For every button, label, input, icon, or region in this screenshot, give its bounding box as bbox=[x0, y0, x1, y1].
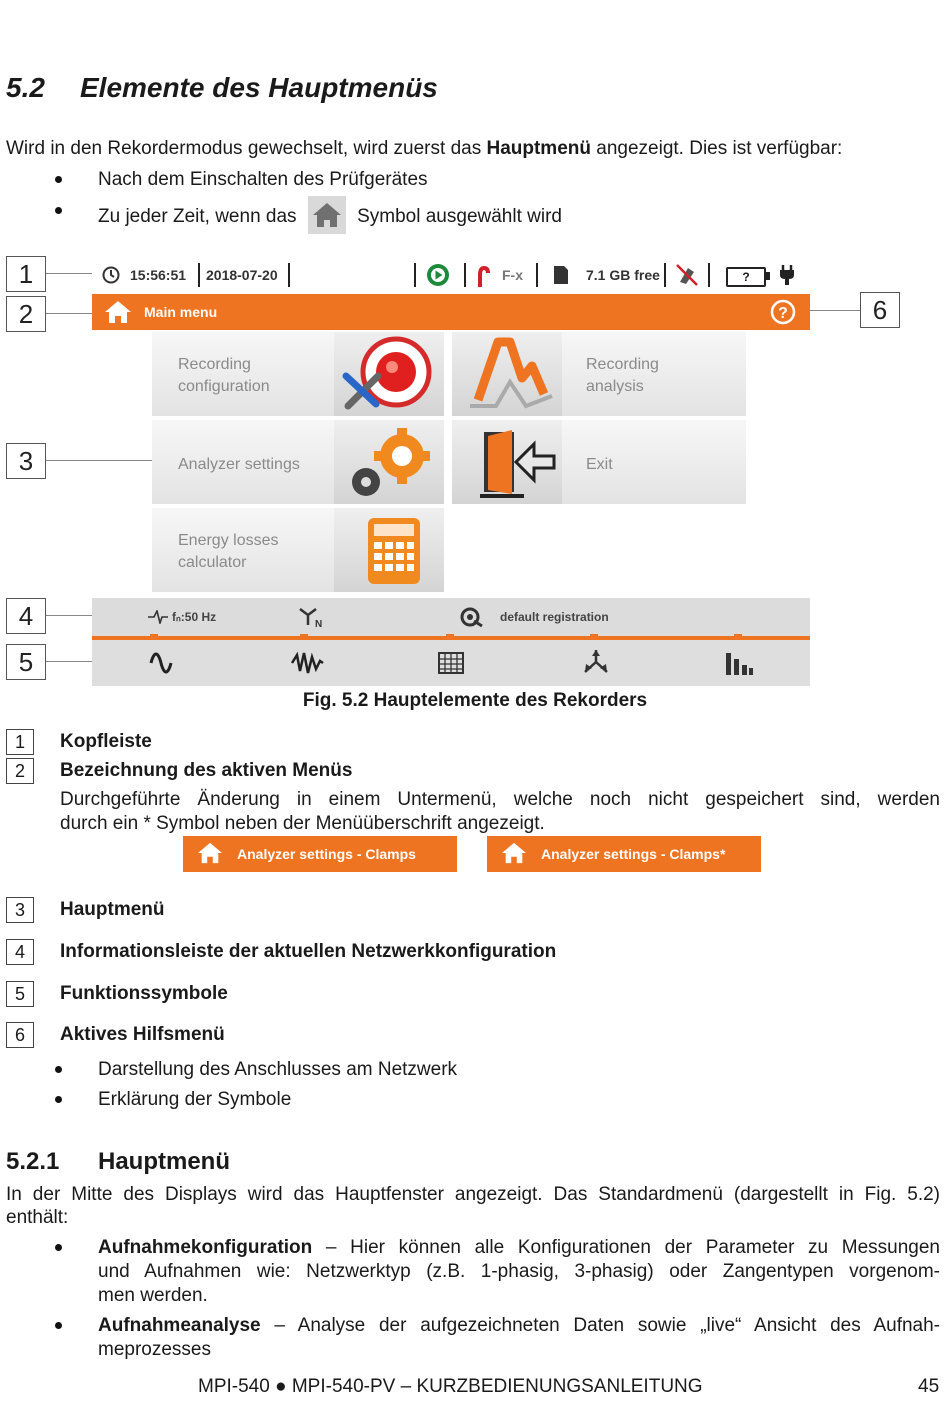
sub-bullet-2-line1 bbox=[98, 1314, 940, 1338]
callout-5: 5 bbox=[6, 644, 46, 680]
tile-analyzer-settings[interactable] bbox=[152, 420, 444, 504]
clock-icon bbox=[102, 266, 120, 284]
page-number: 45 bbox=[918, 1376, 940, 1397]
calculator-icon bbox=[364, 516, 424, 586]
intro-paragraph bbox=[6, 137, 842, 161]
subsection-number: 5.2.1 bbox=[6, 1148, 60, 1175]
legend-number: 5 bbox=[6, 981, 34, 1007]
status-storage: 7.1 GB free bbox=[586, 267, 660, 283]
callout-4: 4 bbox=[6, 598, 46, 634]
bullet bbox=[55, 176, 62, 183]
function-bar bbox=[92, 640, 810, 686]
separator bbox=[536, 263, 538, 287]
tile-label: Exit bbox=[586, 456, 613, 473]
subsection-heading bbox=[6, 1148, 230, 1176]
section-title: Elemente des Hauptmenüs bbox=[80, 72, 438, 103]
bullet-bold: Aufnahmeanalyse bbox=[98, 1315, 261, 1336]
table-grid-icon[interactable] bbox=[438, 652, 464, 674]
legend-text: Funktionssymbole bbox=[60, 983, 228, 1004]
title-bar-text: Main menu bbox=[144, 304, 218, 320]
bullet-text: Symbol ausgewählt wird bbox=[357, 206, 562, 228]
legend-text: Bezeichnung des aktiven Menüs bbox=[60, 760, 353, 781]
intro-text-end: angezeigt. Dies ist verfügbar: bbox=[590, 138, 843, 159]
legend-number: 1 bbox=[6, 729, 34, 755]
legend-text: Aktives Hilfsmenü bbox=[60, 1024, 225, 1045]
tile-exit[interactable] bbox=[452, 420, 746, 504]
status-bar bbox=[92, 258, 810, 292]
main-menu-title-bar bbox=[92, 294, 810, 330]
settings-gears-icon bbox=[342, 424, 438, 500]
tile-label-line: Energy losses bbox=[178, 532, 279, 549]
tile-energy-losses-calculator[interactable] bbox=[152, 508, 444, 592]
subsection-title: Hauptmenü bbox=[98, 1148, 230, 1175]
info-registration: default registration bbox=[500, 610, 609, 624]
separator bbox=[414, 263, 416, 287]
legend-number: 6 bbox=[6, 1022, 34, 1048]
intro-bullet-2 bbox=[98, 198, 562, 236]
network-type-icon bbox=[296, 605, 326, 629]
separator bbox=[664, 263, 666, 287]
phasor-diagram-icon[interactable] bbox=[582, 648, 610, 676]
figure-caption: Fig. 5.2 Hauptelemente des Rekorders bbox=[302, 690, 648, 711]
harmonics-wave-icon[interactable] bbox=[290, 651, 324, 675]
callout-2: 2 bbox=[6, 296, 46, 332]
item6-bullet-1: Darstellung des Anschlusses am Netzwerk bbox=[98, 1059, 458, 1080]
legend-number: 4 bbox=[6, 939, 34, 965]
home-icon bbox=[197, 841, 223, 865]
sub-para-line1: In der Mitte des Displays wird das Hauptfenster angezeigt. Das Standardmenü (dargestellt in Fig. 5.2) bbox=[6, 1184, 940, 1205]
analysis-wave-icon bbox=[466, 336, 556, 412]
bullet bbox=[55, 1322, 62, 1329]
example-title-unsaved-off bbox=[183, 836, 457, 872]
tile-label-line: configuration bbox=[178, 378, 270, 395]
sub-bullet-1-line1 bbox=[98, 1236, 940, 1260]
home-icon bbox=[308, 196, 346, 234]
bullet bbox=[55, 207, 62, 214]
help-icon[interactable] bbox=[770, 299, 796, 325]
recording-target-icon bbox=[338, 336, 438, 412]
footer-text: MPI-540 ● MPI-540-PV – KURZBEDIENUNGSANLEITUNG bbox=[198, 1376, 703, 1397]
tile-label-line: Recording bbox=[586, 356, 659, 373]
recording-play-icon bbox=[426, 263, 450, 287]
battery-tip bbox=[766, 272, 770, 280]
legend-text: Informationsleiste der aktuellen Netzwerkkonfiguration bbox=[60, 941, 557, 962]
tile-label bbox=[178, 354, 270, 398]
sub-bullet-1-line3: men werden. bbox=[98, 1285, 208, 1306]
callout-1: 1 bbox=[6, 256, 46, 292]
tile-label bbox=[586, 354, 659, 398]
battery-icon: ? bbox=[726, 267, 766, 287]
exit-door-icon bbox=[476, 426, 556, 500]
bullet-bold: Aufnahmekonfiguration bbox=[98, 1237, 313, 1258]
status-clamp: F-x bbox=[502, 267, 523, 283]
item2-desc-line1: Durchgeführte Änderung in einem Untermenü, welche noch nicht gespeichert sind, werden bbox=[60, 789, 940, 810]
example-title-text: Analyzer settings - Clamps bbox=[237, 846, 416, 862]
bullet-text: – Analyse der aufgezeichneten Daten sowie „live“ Ansicht des Aufnah- bbox=[260, 1315, 940, 1336]
tile-label-line: analysis bbox=[586, 378, 644, 395]
legend-text: Hauptmenü bbox=[60, 899, 165, 920]
gps-off-icon bbox=[674, 262, 700, 288]
home-icon[interactable] bbox=[104, 299, 132, 325]
section-heading bbox=[6, 72, 438, 104]
sub-para-line2: enthält: bbox=[6, 1207, 69, 1228]
status-time: 15:56:51 bbox=[130, 267, 187, 283]
separator bbox=[464, 263, 466, 287]
legend-number: 3 bbox=[6, 897, 34, 923]
tile-recording-analysis[interactable] bbox=[452, 332, 746, 416]
intro-text: Wird in den Rekordermodus gewechselt, wird zuerst das bbox=[6, 138, 487, 159]
bullet bbox=[55, 1096, 62, 1103]
example-title-unsaved-on bbox=[487, 836, 761, 872]
section-number: 5.2 bbox=[6, 72, 45, 103]
item6-bullet-2: Erklärung der Symbole bbox=[98, 1089, 292, 1110]
bullet bbox=[55, 1066, 62, 1073]
callout-6: 6 bbox=[860, 292, 900, 328]
home-icon bbox=[501, 841, 527, 865]
status-date: 2018-07-20 bbox=[206, 267, 278, 283]
sub-bullet-2-line2: meprozesses bbox=[98, 1339, 211, 1360]
item2-desc-line2: durch ein * Symbol neben der Menüüberschrift angezeigt. bbox=[60, 813, 545, 834]
intro-bold: Hauptmenü bbox=[486, 138, 591, 159]
legend-number: 2 bbox=[6, 758, 34, 784]
bullet-text: – Hier können alle Konfigurationen der Parameter zu Messungen bbox=[312, 1237, 940, 1258]
svg-text:N: N bbox=[315, 619, 323, 629]
tile-label: Analyzer settings bbox=[178, 456, 300, 473]
sd-card-icon bbox=[552, 264, 570, 286]
example-title-text: Analyzer settings - Clamps* bbox=[541, 846, 726, 862]
power-plug-icon bbox=[778, 264, 796, 286]
tile-label-line: Recording bbox=[178, 356, 251, 373]
svg-text:?: ? bbox=[778, 305, 788, 322]
separator bbox=[198, 263, 200, 287]
sine-wave-icon[interactable] bbox=[148, 651, 178, 675]
registration-icon bbox=[460, 606, 484, 628]
tile-recording-configuration[interactable] bbox=[152, 332, 444, 416]
bullet-text: Zu jeder Zeit, wenn das bbox=[98, 206, 297, 228]
intro-bullet-1: Nach dem Einschalten des Prüfgerätes bbox=[98, 169, 428, 190]
clamp-icon bbox=[474, 263, 492, 289]
separator bbox=[708, 263, 710, 287]
separator bbox=[288, 263, 290, 287]
bullet bbox=[55, 1244, 62, 1251]
bar-chart-icon[interactable] bbox=[724, 651, 754, 675]
frequency-wave-icon bbox=[148, 610, 168, 624]
info-frequency: fₙ:50 Hz bbox=[172, 610, 217, 624]
callout-3: 3 bbox=[6, 443, 46, 479]
legend-text: Kopfleiste bbox=[60, 731, 152, 752]
sub-bullet-1-line2: und Aufnahmen wie: Netzwerktyp (z.B. 1-phasig, 3-phasig) oder Zangentypen vorgenom- bbox=[98, 1261, 940, 1282]
tile-label-line: calculator bbox=[178, 554, 247, 571]
tile-label bbox=[178, 530, 279, 574]
